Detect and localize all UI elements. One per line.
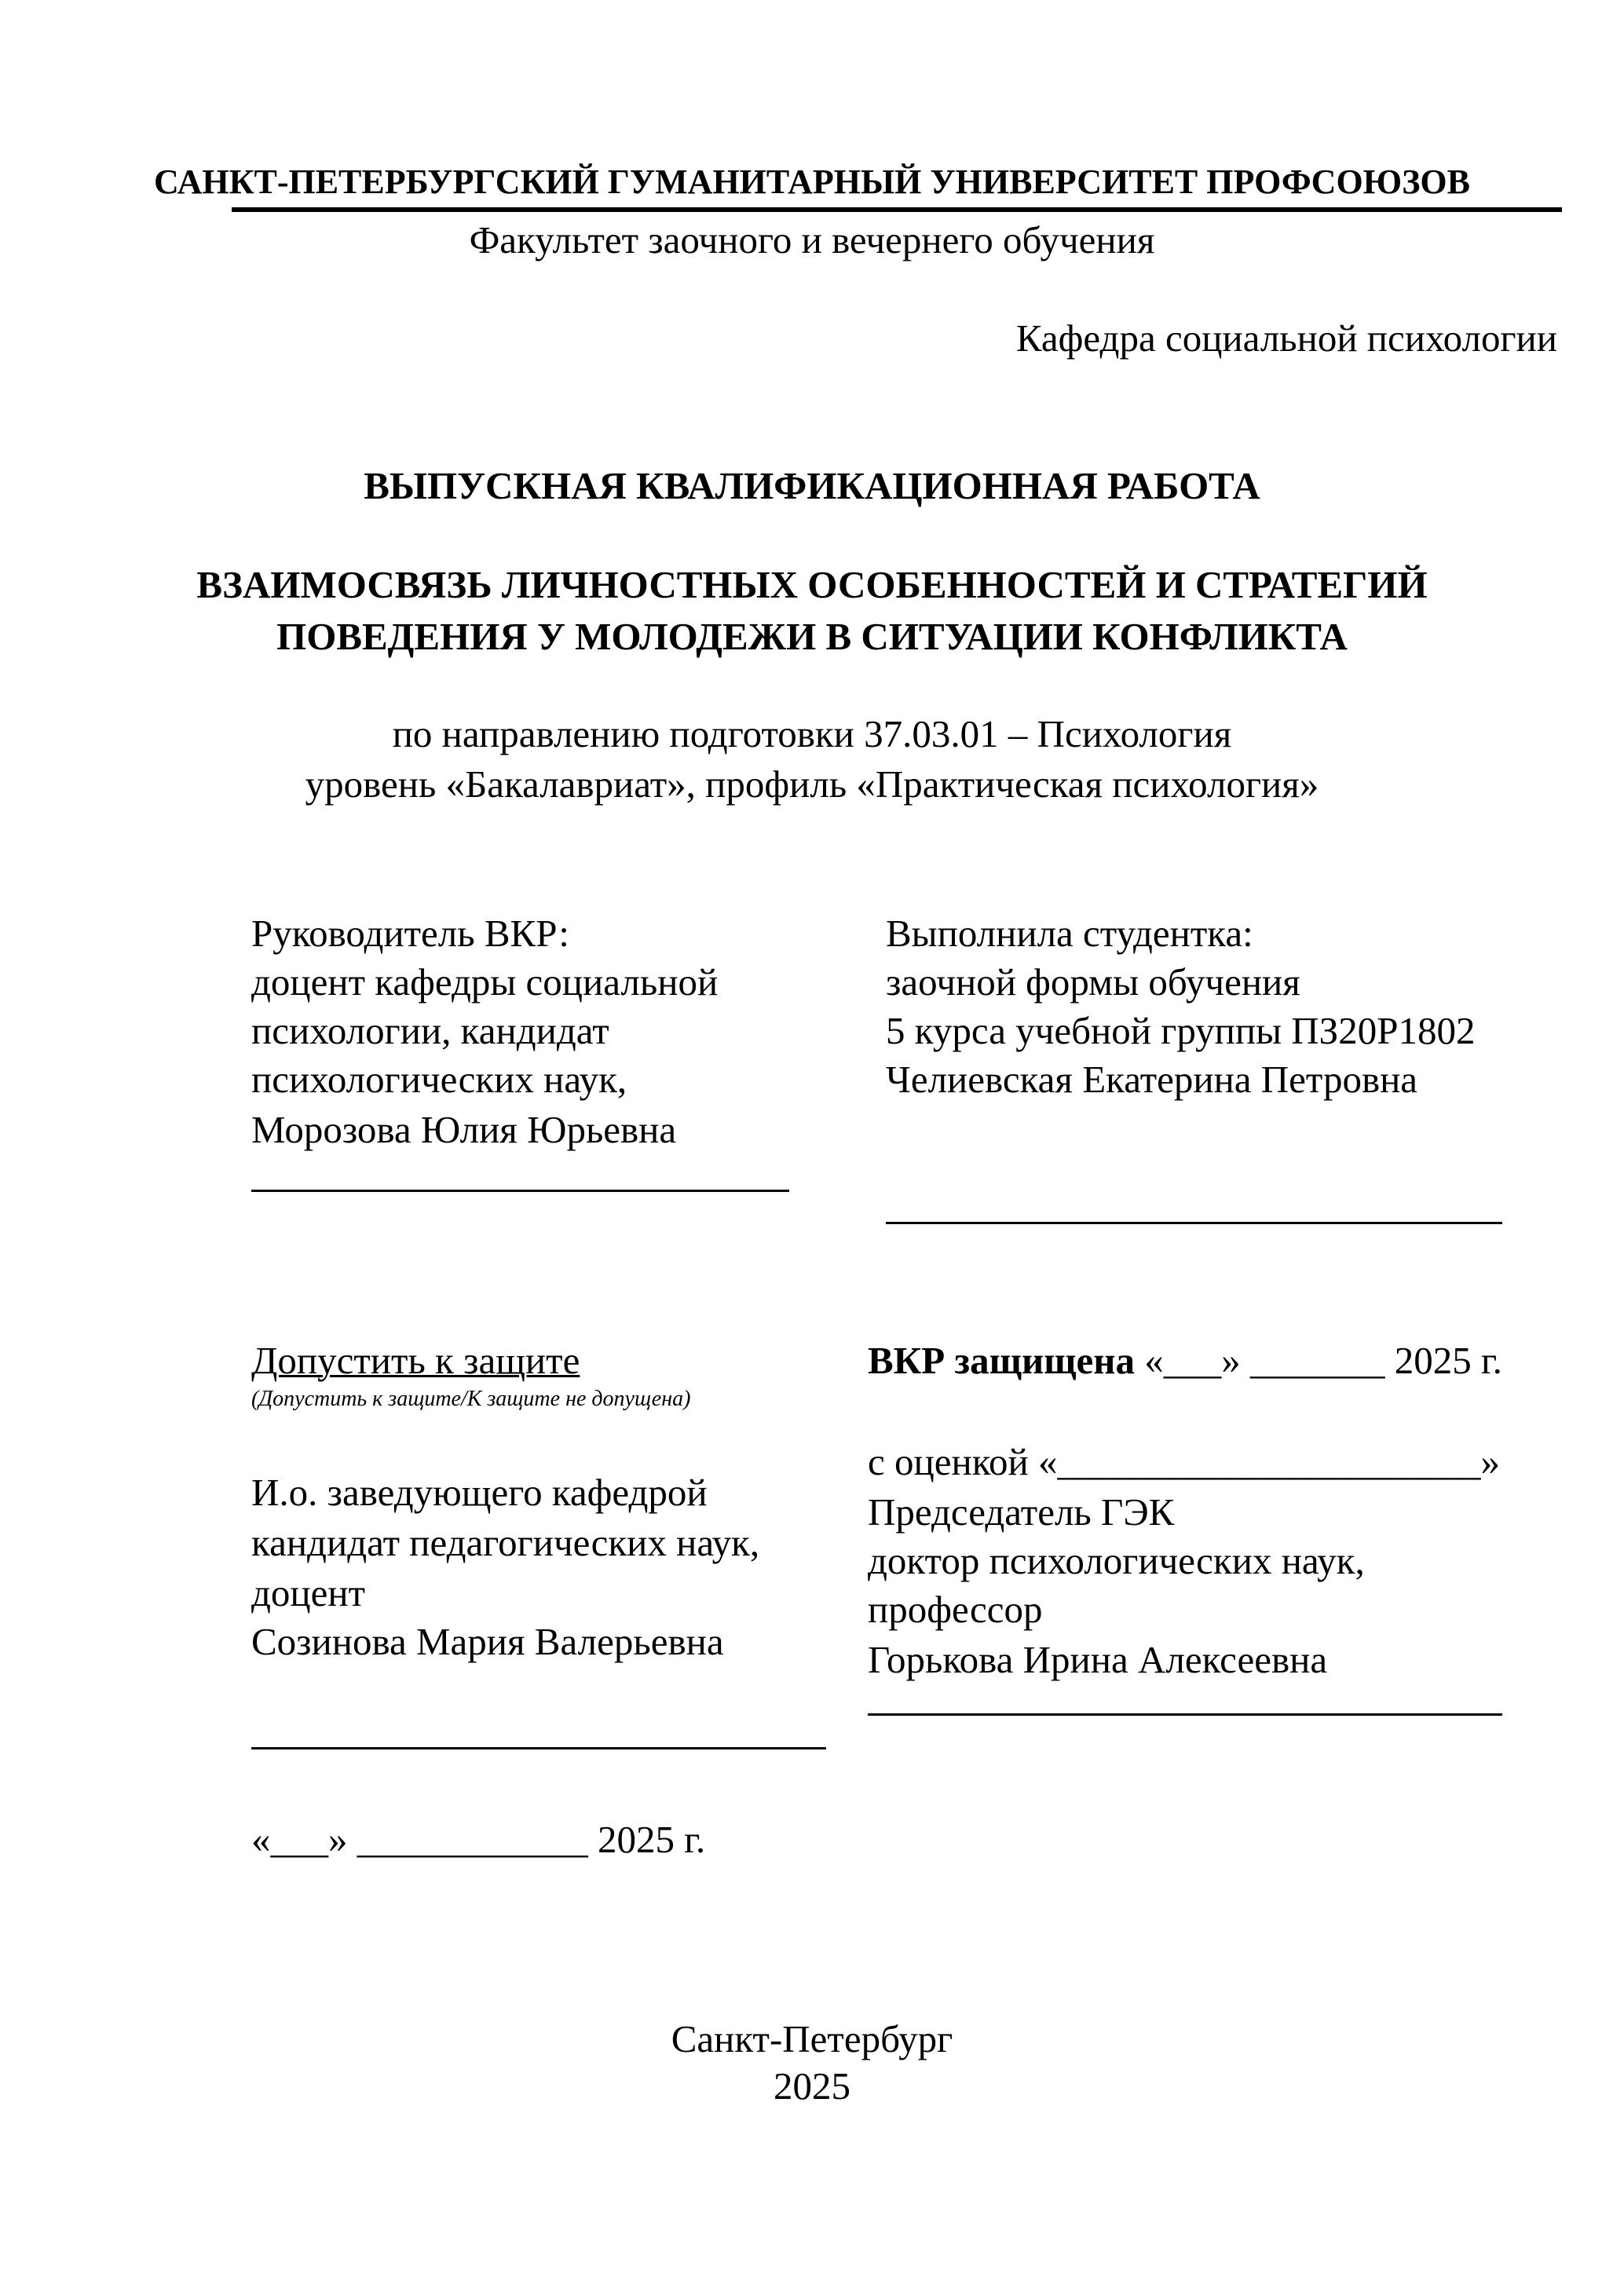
header-divider [232, 207, 1562, 212]
chair-line: Председатель ГЭК [868, 1490, 1175, 1534]
year: 2025 [774, 2064, 850, 2108]
department-name: Кафедра социальной психологии [1015, 316, 1557, 360]
faculty-name: Факультет заочного и вечернего обучения [469, 218, 1155, 261]
head-name: Созинова Мария Валерьевна [251, 1620, 724, 1663]
defense-grade: с оценкой «______________________» [868, 1440, 1500, 1483]
supervisor-line: доцент кафедры социальной [251, 960, 719, 1004]
head-line: доцент [251, 1571, 366, 1614]
supervisor-name: Морозова Юлия Юрьевна [251, 1108, 677, 1151]
admission-decision: Допустить к защите [251, 1339, 580, 1382]
student-line: 5 курса учебной группы ПЗ20Р1802 [886, 1009, 1476, 1052]
supervisor-line: психологических наук, [251, 1058, 627, 1101]
chair-signature-line [868, 1713, 1502, 1716]
head-signature-line [251, 1747, 826, 1749]
supervisor-line: Руководитель ВКР: [251, 912, 569, 955]
university-name: САНКТ-ПЕТЕРБУРГСКИЙ ГУМАНИТАРНЫЙ УНИВЕРСИТЕТ ПРОФСОЮЗОВ [153, 163, 1471, 201]
level-line: уровень «Бакалавриат», профиль «Практическая психология» [305, 762, 1319, 806]
chair-line: профессор [868, 1588, 1043, 1631]
defense-label: ВКР защищена [868, 1339, 1136, 1382]
student-signature-line [886, 1222, 1502, 1224]
chair-name: Горькова Ирина Алексеевна [868, 1638, 1328, 1681]
city: Санкт-Петербург [671, 2017, 953, 2060]
student-line: заочной формы обучения [886, 960, 1300, 1004]
work-type-heading: ВЫПУСКНАЯ КВАЛИФИКАЦИОННАЯ РАБОТА [364, 464, 1260, 507]
topic-line-2: ПОВЕДЕНИЯ У МОЛОДЕЖИ В СИТУАЦИИ КОНФЛИКТА [276, 615, 1348, 658]
topic-line-1: ВЗАИМОСВЯЗЬ ЛИЧНОСТНЫХ ОСОБЕННОСТЕЙ И СТРАТЕГИЙ [196, 563, 1428, 606]
admission-date: «___» ____________ 2025 г. [251, 1818, 706, 1861]
admission-hint: (Допустить к защите/К защите не допущена) [251, 1387, 691, 1411]
student-name: Челиевская Екатерина Петровна [886, 1058, 1418, 1101]
supervisor-line: психологии, кандидат [251, 1009, 609, 1052]
student-line: Выполнила студентка: [886, 912, 1253, 955]
direction-line: по направлению подготовки 37.03.01 – Психология [392, 712, 1232, 755]
head-line: кандидат педагогических наук, [251, 1521, 760, 1564]
defense-date: «___» _______ 2025 г. [1135, 1339, 1502, 1382]
head-line: И.о. заведующего кафедрой [251, 1471, 708, 1514]
supervisor-signature-line [251, 1190, 789, 1192]
chair-line: доктор психологических наук, [868, 1539, 1365, 1582]
defense-status [868, 1341, 1502, 1380]
